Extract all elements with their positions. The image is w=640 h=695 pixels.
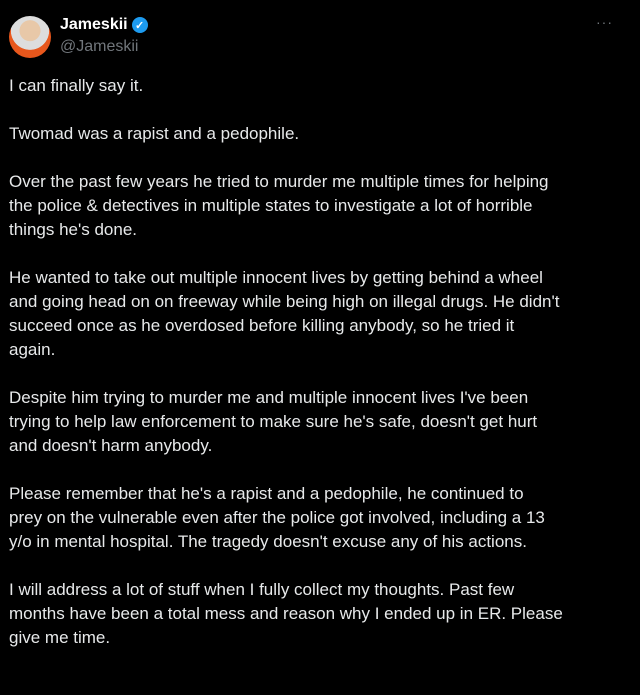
tweet-line: y/o in mental hospital. The tragedy doesn't excuse any of his actions. xyxy=(9,532,527,551)
tweet-line: trying to help law enforcement to make sure he's safe, doesn't get hurt xyxy=(9,412,538,431)
tweet-paragraph xyxy=(9,122,634,146)
tweet-paragraph xyxy=(9,74,634,98)
tweet-line: Please remember that he's a rapist and a pedophile, he continued to xyxy=(9,484,524,503)
tweet-paragraph xyxy=(9,266,634,362)
tweet-line: Despite him trying to murder me and multiple innocent lives I've been xyxy=(9,388,529,407)
tweet-line: give me time. xyxy=(9,628,111,647)
tweet-line: months have been a total mess and reason why I ended up in ER. Please xyxy=(9,604,563,623)
tweet-line: and going head on on freeway while being high on illegal drugs. He didn't xyxy=(9,292,560,311)
tweet-paragraph xyxy=(9,482,634,554)
tweet-line: prey on the vulnerable even after the police got involved, including a 13 xyxy=(9,508,545,527)
tweet-paragraph xyxy=(9,578,634,650)
tweet-line: I can finally say it. xyxy=(9,76,144,95)
avatar[interactable] xyxy=(9,16,51,58)
tweet-paragraph xyxy=(9,170,634,242)
tweet-line: and doesn't harm anybody. xyxy=(9,436,213,455)
tweet-line: things he's done. xyxy=(9,220,138,239)
tweet-line: He wanted to take out multiple innocent lives by getting behind a wheel xyxy=(9,268,543,287)
author-name[interactable]: Jameskii xyxy=(60,16,128,33)
tweet-paragraph xyxy=(9,386,634,458)
tweet-line: the police & detectives in multiple states to investigate a lot of horrible xyxy=(9,196,533,215)
verified-badge-icon: ✓ xyxy=(132,17,148,33)
more-options-icon[interactable]: ··· xyxy=(596,14,613,30)
author-name-row[interactable] xyxy=(60,16,148,34)
tweet-line: Over the past few years he tried to murder me multiple times for helping xyxy=(9,172,549,191)
tweet-header xyxy=(0,0,640,70)
tweet-line: I will address a lot of stuff when I fully collect my thoughts. Past few xyxy=(9,580,515,599)
author-handle[interactable]: @Jameskii xyxy=(60,38,139,55)
tweet-text xyxy=(9,74,634,674)
tweet-line: Twomad was a rapist and a pedophile. xyxy=(9,124,300,143)
tweet-line: again. xyxy=(9,340,56,359)
tweet-line: succeed once as he overdosed before killing anybody, so he tried it xyxy=(9,316,515,335)
